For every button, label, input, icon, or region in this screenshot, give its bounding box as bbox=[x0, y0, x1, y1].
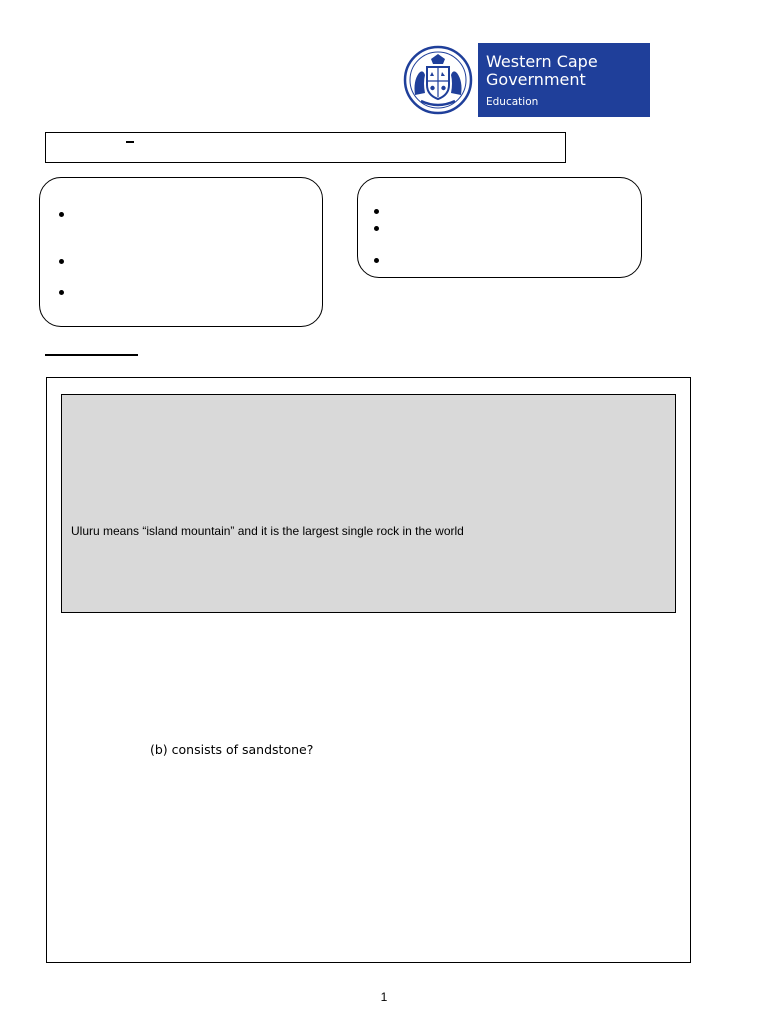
section-heading-underline bbox=[45, 354, 138, 356]
title-box bbox=[45, 132, 566, 163]
page-number: 1 bbox=[380, 990, 388, 1004]
coat-of-arms-icon bbox=[401, 45, 475, 115]
western-cape-government-logo bbox=[398, 43, 650, 117]
bullet-point bbox=[59, 259, 64, 264]
crest-container bbox=[398, 43, 478, 117]
bullet-point bbox=[374, 226, 379, 231]
left-info-box bbox=[39, 177, 323, 327]
logo-line-government: Government bbox=[486, 69, 586, 89]
bullet-point bbox=[374, 258, 379, 263]
logo-line-education: Education bbox=[486, 95, 539, 108]
right-info-box bbox=[357, 177, 642, 278]
question-b: (b) consists of sandstone? bbox=[150, 742, 314, 757]
bullet-point bbox=[59, 290, 64, 295]
logo-text bbox=[478, 53, 598, 108]
bullet-point bbox=[59, 212, 64, 217]
title-dash bbox=[126, 141, 134, 143]
passage-box bbox=[61, 394, 676, 613]
bullet-point bbox=[374, 209, 379, 214]
passage-text: Uluru means “island mountain” and it is the largest single rock in the world bbox=[71, 524, 464, 538]
logo-line-western-cape: Western Cape bbox=[486, 51, 598, 71]
